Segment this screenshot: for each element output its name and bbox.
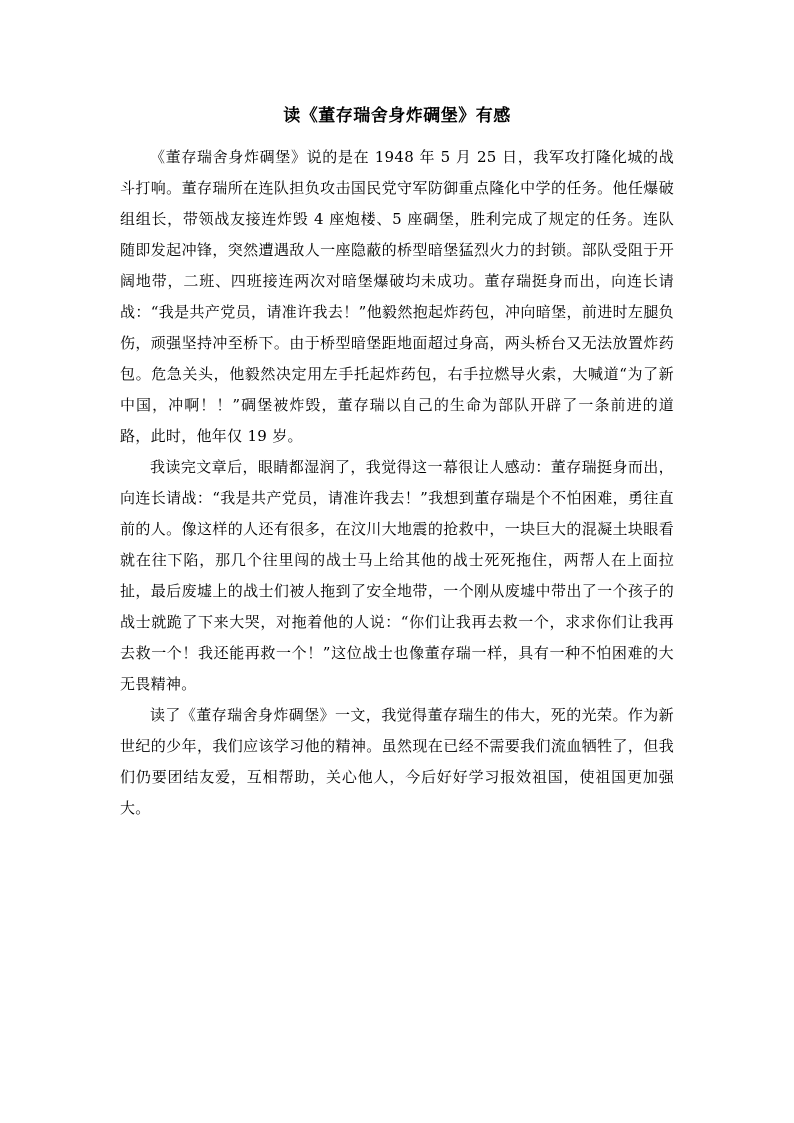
document-title: 读《董存瑞舍身炸碉堡》有感 xyxy=(283,106,511,126)
document-body xyxy=(120,142,674,824)
paragraph-3: 读了《董存瑞舍身炸碉堡》一文，我觉得董存瑞生的伟大，死的光荣。作为新世纪的少年，我们应该学习他的精神。虽然现在已经不需要我们流血牺牲了，但我们仍要团结友爱，互相帮助，关心他人，今后好好学习报效祖国，使祖国更加强大。 xyxy=(120,706,674,817)
paragraph-2: 我读完文章后，眼睛都湿润了，我觉得这一幕很让人感动：董存瑞挺身而出，向连长请战：“我是共产党员，请准许我去！”我想到董存瑞是个不怕困难，勇往直前的人。像这样的人还有很多，在汶川大地震的抢救中，一块巨大的混凝土块眼看就在往下陷，那几个往里闯的战士马上给其他的战士死死拖住，两帮人在上面拉扯，最后废墟上的战士们被人拖到了安全地带，一个刚从废墟中带出了一个孩子的战士就跪了下来大哭，对拖着他的人说：“你们让我再去救一个，求求你们让我再去救一个！我还能再救一个！”这位战士也像董存瑞一样，具有一种不怕困难的大无畏精神。 xyxy=(120,458,674,693)
paragraph-1: 《董存瑞舍身炸碉堡》说的是在 1948 年 5 月 25 日，我军攻打隆化城的战斗打响。董存瑞所在连队担负攻击国民党守军防御重点隆化中学的任务。他任爆破组组长，带领战友接连炸毁 4 座炮楼、5 座碉堡，胜利完成了规定的任务。连队随即发起冲锋，突然遭遇敌人一座隐蔽的桥型暗堡猛烈火力的封锁。部队受阻于开阔地带，二班、四班接连两次对暗堡爆破均未成功。董存瑞挺身而出，向连长请战：“我是共产党员，请准许我去！”他毅然抱起炸药包，冲向暗堡，前进时左腿负伤，顽强坚持冲至桥下。由于桥型暗堡距地面超过身高，两头桥台又无法放置炸药包。危急关头，他毅然决定用左手托起炸药包，右手拉燃导火索，大喊道“为了新中国，冲啊！！”碉堡被炸毁，董存瑞以自己的生命为部队开辟了一条前进的道路，此时，他年仅 19 岁。 xyxy=(120,148,674,445)
